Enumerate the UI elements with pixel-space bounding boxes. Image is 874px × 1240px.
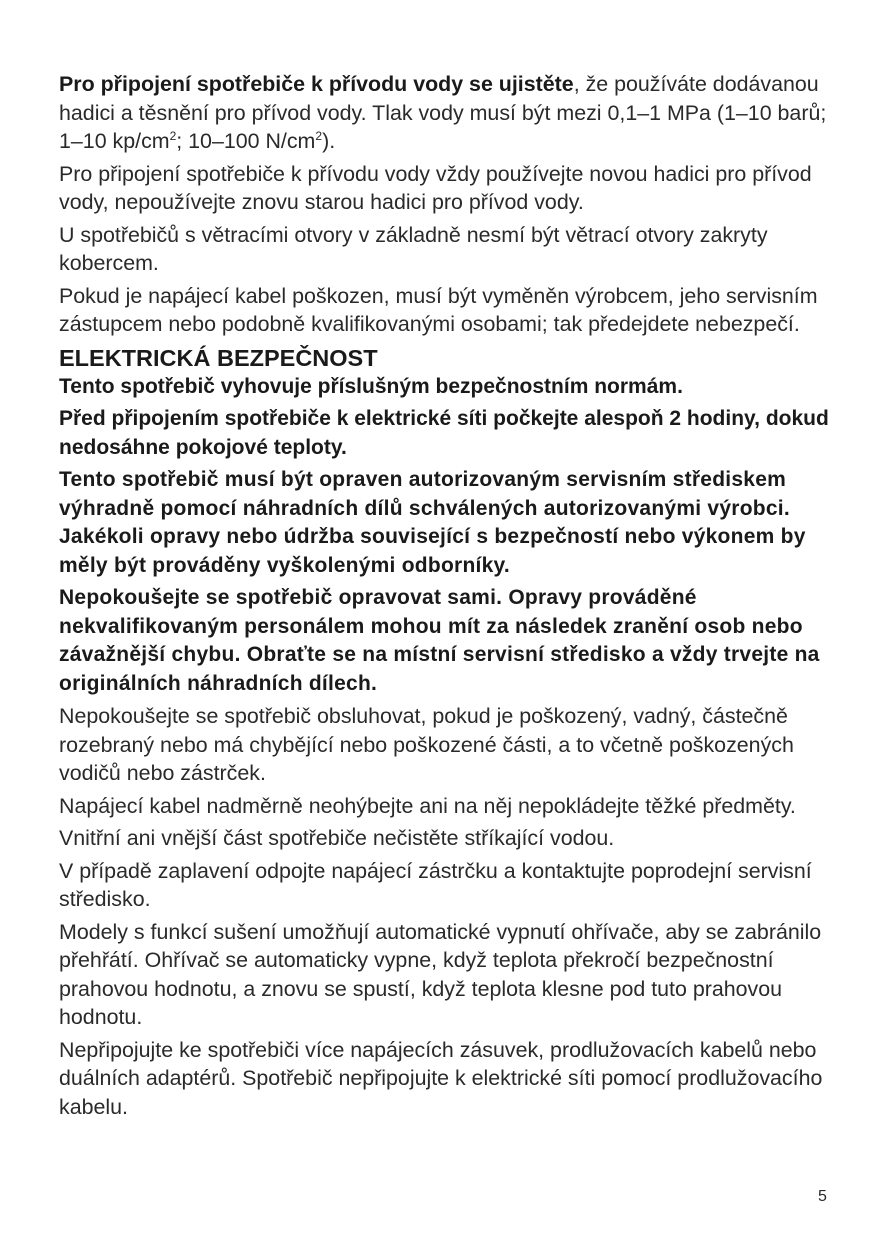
bold-paragraph-wait-2-hours: Před připojením spotřebiče k elektrické síti počkejte alespoň 2 hodiny, dokud nedosáhne pokojové teploty. bbox=[59, 407, 829, 459]
superscript: 2 bbox=[315, 129, 323, 143]
bold-paragraph-standards: Tento spotřebič vyhovuje příslušným bezpečnostním normám. bbox=[59, 374, 683, 398]
superscript: 2 bbox=[169, 129, 177, 143]
bold-paragraph-authorized-repair: Tento spotřebič musí být opraven autorizovaným servisním střediskem výhradně pomocí náhradních dílů schválených autorizovanými výrobci. Jakékoli opravy nebo údržba související s bezpečností nebo výkonem by měly být prováděny vyškolenými odborníky. bbox=[59, 468, 806, 577]
paragraph-flooding: V případě zaplavení odpojte napájecí zástrčku a kontaktujte poprodejní servisní středisko. bbox=[59, 858, 812, 911]
paragraph-cable-bending: Napájecí kabel nadměrně neohýbejte ani na něj nepokládejte těžké předměty. bbox=[59, 793, 796, 818]
paragraph-new-hose: Pro připojení spotřebiče k přívodu vody vždy používejte novou hadici pro přívod vody, nepoužívejte znovu starou hadici pro přívod vody. bbox=[59, 161, 812, 214]
paragraph-vents: U spotřebičů s větracími otvory v základně nesmí být větrací otvory zakryty kobercem. bbox=[59, 222, 768, 275]
paragraph-water-spray: Vnitřní ani vnější část spotřebiče nečistěte stříkající vodou. bbox=[59, 826, 615, 850]
paragraph-text: ; 10–100 N/cm bbox=[176, 129, 316, 153]
bold-paragraph-no-self-repair: Nepokoušejte se spotřebič opravovat sami. Opravy prováděné nekvalifikovaným personálem mohou mít za následek zranění osob nebo závažnější chybu. Obraťte se na místní servisní středisko a vždy trvejte na originálních náhradních dílech. bbox=[59, 586, 820, 695]
paragraph-text: ). bbox=[322, 129, 336, 153]
paragraph-drying-heater: Modely s funkcí sušení umožňují automatické vypnutí ohřívače, aby se zabránilo přehřátí. Ohřívač se automaticky vypne, když teplota překročí bezpečnostní prahovou hodnotu, a znovu se spustí, když teplota klesne pod tuto prahovou hodnotu. bbox=[59, 919, 822, 1029]
paragraph-extension-cables: Nepřipojujte ke spotřebiči více napájecích zásuvek, prodlužovacích kabelů nebo duálních adaptérů. Spotřebič nepřipojujte k elektrické síti pomocí prodlužovacího kabelu. bbox=[59, 1037, 823, 1119]
paragraph-damaged-appliance: Nepokoušejte se spotřebič obsluhovat, pokud je poškozený, vadný, částečně rozebraný nebo má chybějící nebo poškozené části, a to včetně poškozených vodičů nebo zástrček. bbox=[59, 704, 794, 785]
section-heading: ELEKTRICKÁ BEZPEČNOST bbox=[59, 344, 378, 371]
paragraph-water-pressure bbox=[59, 70, 839, 156]
paragraph-text: , že používáte dodávanou hadici a těsnění pro přívod vody. Tlak vody musí být mezi 0,1–1 MPa (1–10 barů; 1–10 kp/cm bbox=[59, 72, 827, 153]
page-content bbox=[59, 70, 839, 1125]
paragraph-power-cable: Pokud je napájecí kabel poškozen, musí být vyměněn výrobcem, jeho servisním zástupcem nebo podobně kvalifikovanými osobami; tak předejdete nebezpečí. bbox=[59, 283, 818, 336]
page-number: 5 bbox=[818, 1188, 827, 1205]
bold-lead: Pro připojení spotřebiče k přívodu vody se ujistěte bbox=[59, 72, 574, 96]
